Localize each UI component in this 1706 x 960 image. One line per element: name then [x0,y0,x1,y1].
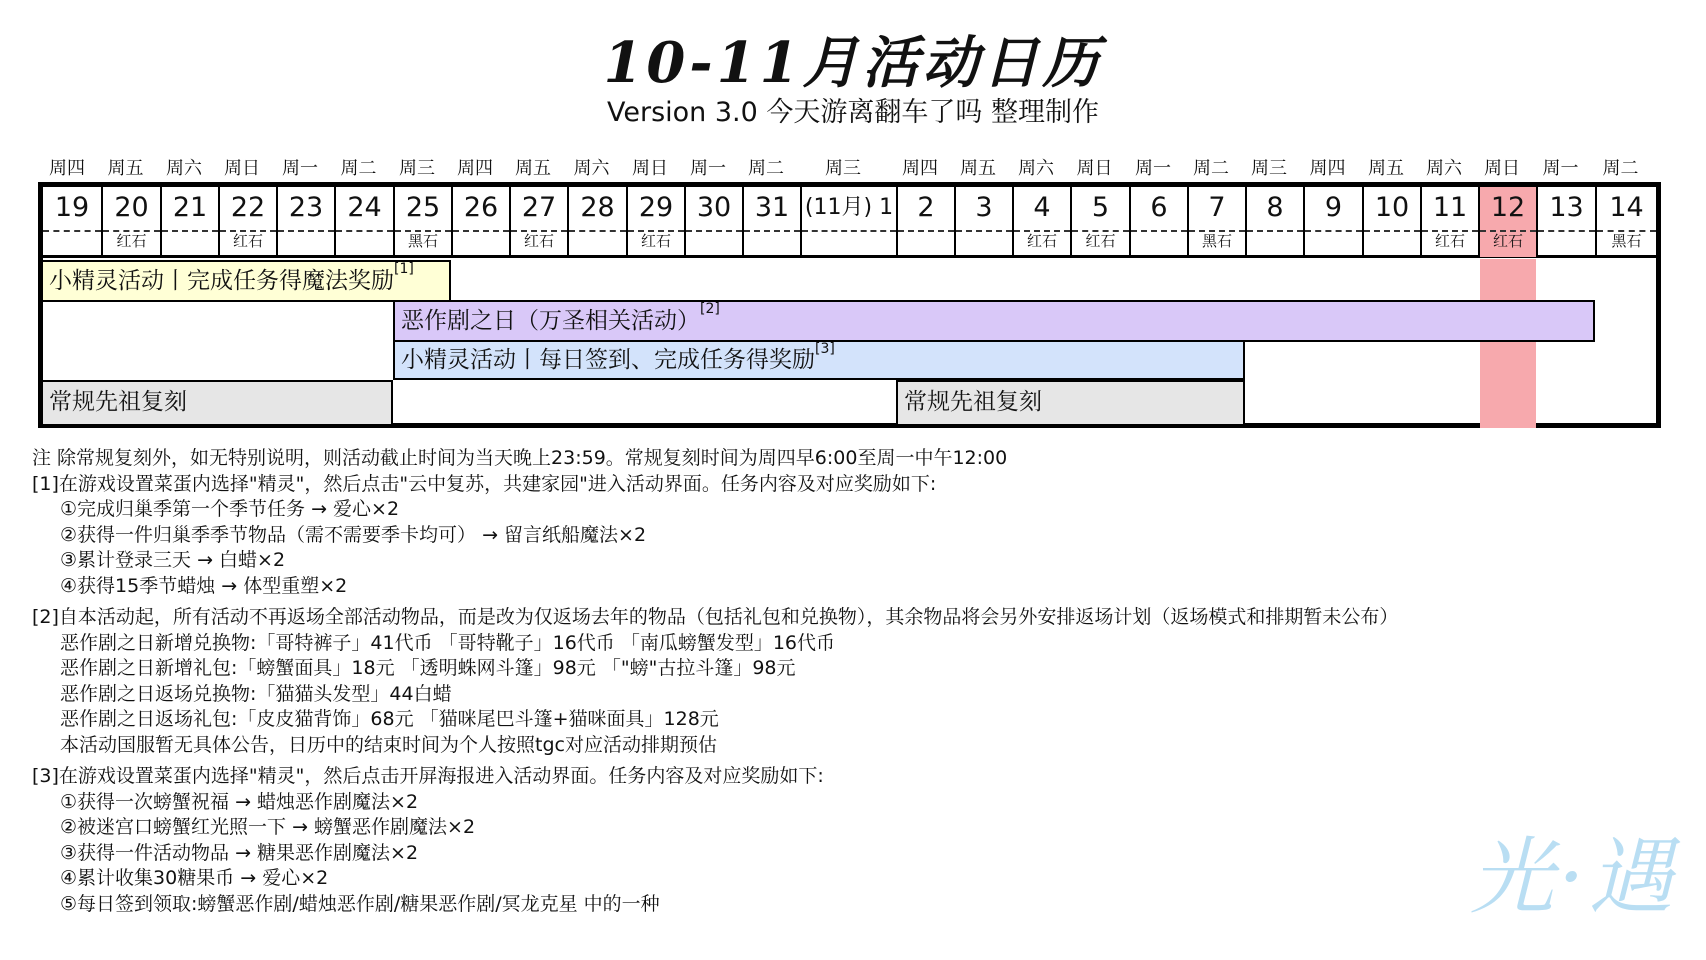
footnote-ref: [1] [394,261,414,277]
date-cell [509,187,567,257]
date-cell [684,187,742,257]
date-number: 24 [347,192,382,223]
date-number: 10 [1374,192,1410,223]
date-cell [567,187,626,257]
note-line: ①完成归巢季第一个季节任务 → 爱心×2 [60,498,400,520]
date-number: 5 [1091,192,1110,223]
date-cell [954,187,1012,257]
date-cell [1536,187,1595,257]
note-line: 注 除常规复刻外，如无特别说明，则活动截止时间为当天晚上23:59。常规复刻时间为周四早6:00至周一中午12:00 [32,447,1008,469]
stone-tag [898,231,954,251]
date-number: 12 [1490,192,1526,223]
date-number: 22 [230,192,266,223]
note-line: ②被迷宫口螃蟹红光照一下 → 螃蟹恶作剧魔法×2 [60,816,476,838]
note-line: 恶作剧之日新增兑换物:「哥特裤子」41代币 「哥特靴子」16代币 「南瓜螃蟹发型」16代币 [60,631,836,654]
date-cell [451,187,509,257]
weekday-label: 周一 [1542,158,1579,179]
weekday-label: 周五 [107,158,144,179]
page-title: 10-11月活动日历 [603,30,1103,96]
date-number: 31 [754,192,790,223]
note-line: ④累计收集30糖果币 → 爱心×2 [60,867,329,889]
stone-tag [1305,231,1362,251]
weekday-label: 周六 [573,158,610,179]
stone-tag [1364,231,1420,251]
date-number: 26 [463,192,499,223]
date-number: 6 [1150,192,1168,223]
date-cell [1420,187,1478,257]
date-number: 20 [114,192,149,223]
date-number: 3 [975,192,993,223]
date-number: 9 [1324,192,1343,223]
stone-tag [744,231,800,251]
date-number: 13 [1549,192,1584,223]
weekday-label: 周日 [1484,158,1520,179]
date-cell [1245,187,1303,257]
weekday-label: 周三 [1251,158,1287,179]
watermark-logo: 光·遇 [1470,828,1677,926]
activity-label: 常规先祖复刻 [904,389,1042,415]
date-cell [1595,187,1656,257]
weekday-label: 周四 [49,158,85,179]
date-cell [1070,187,1129,257]
activity-bar [393,340,1245,380]
weekday-label: 周日 [632,158,668,179]
note-line: ①获得一次螃蟹祝福 → 蜡烛恶作剧魔法×2 [60,790,419,813]
weekday-label: 周一 [1135,158,1171,179]
footnote-ref: [2] [700,301,720,317]
weekday-label: 周一 [282,158,318,179]
stone-tag: 红石 [1434,232,1465,250]
stone-tag: 红石 [232,232,263,250]
stone-tag: 红石 [640,232,671,250]
note-line: 恶作剧之日返场礼包:「皮皮猫背饰」68元 「猫咪尾巴斗篷+猫咪面具」128元 [60,708,719,730]
activity-calendar [38,182,1661,428]
date-number: 2 [917,192,935,223]
weekday-label: 周二 [748,158,784,179]
date-number: 27 [521,192,557,223]
weekday-label: 周三 [399,158,435,179]
weekday-label: 周二 [340,158,377,179]
date-number: 8 [1266,192,1284,223]
weekday-label: 周日 [224,158,260,179]
stone-tag [1538,231,1595,251]
stone-tag: 红石 [1085,232,1116,250]
date-cell [1012,187,1070,257]
note-line: 恶作剧之日新增礼包:「螃蟹面具」18元 「透明蛛网斗篷」98元 「"螃"古拉斗篷」98元 [60,657,796,679]
date-cell [896,187,954,257]
date-number: 21 [172,192,208,223]
date-number: (11月) 1 [804,195,894,220]
date-cell [1362,187,1420,257]
page-subtitle: Version 3.0 今天游离翻车了吗 整理制作 [607,97,1099,128]
stone-tag [569,231,626,251]
stone-tag [278,231,334,251]
stone-tag [1247,231,1303,251]
stone-tag [802,231,896,251]
date-number: 14 [1609,192,1644,223]
note-line: ②获得一件归巢季季节物品（需不需要季卡均可） → 留言纸船魔法×2 [60,523,647,546]
footnote-ref: [3] [815,341,835,357]
stone-tag: 红石 [1026,232,1057,250]
weekday-label: 周五 [515,158,551,179]
weekday-label: 周一 [690,158,726,179]
date-cell [1129,187,1187,257]
activity-bar [393,300,1595,342]
date-cell [101,187,160,257]
weekday-label: 周二 [1193,158,1229,179]
stone-tag: 黑石 [1201,232,1232,250]
weekday-label: 周六 [1018,158,1054,179]
note-line: ④获得15季节蜡烛 → 体型重塑×2 [60,574,348,597]
activity-label: 恶作剧之日（万圣相关活动） [401,308,700,334]
note-line: [3]在游戏设置菜蛋内选择"精灵"，然后点击开屏海报进入活动界面。任务内容及对应奖励如下: [32,765,824,787]
activity-bar [43,260,451,302]
date-number: 28 [580,192,615,223]
activity-bar [43,380,393,424]
date-cell [276,187,334,257]
weekday-label: 周四 [1309,158,1346,179]
weekday-label: 周六 [1426,158,1462,179]
weekday-label: 周四 [902,158,938,179]
date-cell [218,187,276,257]
date-cell [393,187,451,257]
date-number: 4 [1033,192,1051,223]
weekday-label: 周五 [960,158,996,179]
date-number: 29 [638,192,674,223]
note-line: ③累计登录三天 → 白蜡×2 [60,549,286,571]
date-cell [800,187,896,257]
note-line: ⑤每日签到领取:螃蟹恶作剧/蜡烛恶作剧/糖果恶作剧/冥龙克星 中的一种 [60,892,660,915]
date-cell [742,187,800,257]
date-cell [626,187,684,257]
notes-section [32,446,1398,917]
stone-tag: 红石 [523,232,554,250]
date-number: 7 [1208,192,1226,223]
date-number: 25 [405,192,441,223]
weekday-label: 周五 [1368,158,1404,179]
activity-label: 小精灵活动丨完成任务得魔法奖励 [49,268,394,294]
today-highlight-column [1480,259,1536,428]
activity-label: 小精灵活动丨每日签到、完成任务得奖励 [401,347,815,373]
stone-tag [956,231,1012,251]
stone-tag [1131,231,1187,251]
weekday-label: 周四 [457,158,493,179]
date-cell [43,187,101,257]
date-cell [1478,187,1536,257]
note-line: [2]自本活动起，所有活动不再返场全部活动物品，而是改为仅返场去年的物品（包括礼包和兑换物），其余物品将会另外安排返场计划（返场模式和排期暂未公布） [32,606,1399,628]
stone-tag [453,231,509,251]
stone-tag [43,231,101,251]
date-cell [1303,187,1362,257]
stone-tag: 黑石 [407,232,438,250]
note-line: ③获得一件活动物品 → 糖果恶作剧魔法×2 [60,841,419,864]
date-cell [160,187,218,257]
stone-tag: 黑石 [1611,232,1642,250]
date-cell [334,187,393,257]
stone-tag [336,231,393,251]
date-number: 19 [54,192,90,223]
weekday-label: 周六 [166,158,202,179]
weekday-label: 周二 [1602,158,1639,179]
note-line: 本活动国服暂无具体公告，日历中的结束时间为个人按照tgc对应活动排期预估 [60,733,717,756]
date-number: 11 [1432,192,1468,223]
stone-tag: 红石 [1492,232,1523,250]
date-cell [1187,187,1245,257]
activity-label: 常规先祖复刻 [49,389,187,415]
stone-tag [686,231,742,251]
note-line: [1]在游戏设置菜蛋内选择"精灵"，然后点击"云中复苏，共建家园"进入活动界面。任务内容及对应奖励如下: [32,472,937,495]
weekday-label: 周日 [1076,158,1113,179]
note-line: 恶作剧之日返场兑换物:「猫猫头发型」44白蜡 [60,682,452,705]
date-number: 23 [288,192,324,223]
stone-tag: 红石 [116,232,147,250]
activity-bar [896,380,1245,424]
weekday-label: 周三 [825,158,861,179]
stone-tag [162,231,218,251]
date-number: 30 [696,192,732,223]
